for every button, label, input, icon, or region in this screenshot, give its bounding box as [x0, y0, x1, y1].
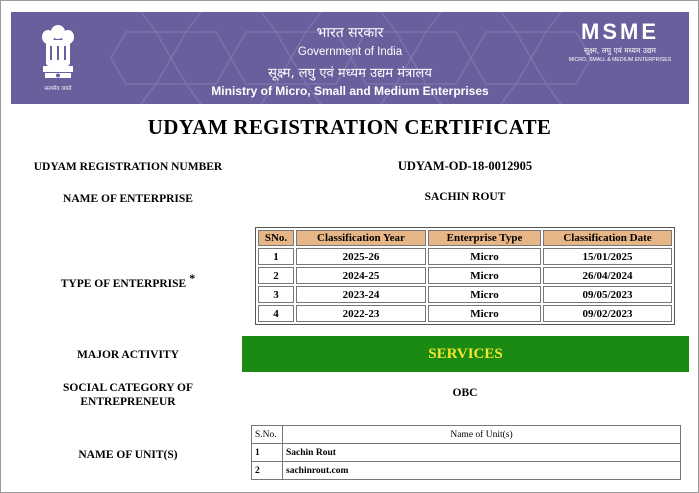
social-category-label-line1: SOCIAL CATEGORY OF [63, 382, 193, 394]
emblem-motto: सत्यमेव जयते [44, 86, 72, 92]
enterprise-type-label-text: TYPE OF ENTERPRISE [60, 277, 187, 290]
sno-cell: 1 [252, 444, 283, 462]
sno-cell: 1 [258, 248, 294, 265]
unit-names-label: NAME OF UNIT(S) [78, 449, 178, 461]
registration-number-label: UDYAM REGISTRATION NUMBER [33, 161, 223, 173]
table-row [258, 305, 672, 322]
col-sno-header: SNo. [258, 230, 294, 246]
year-cell: 2024-25 [296, 267, 426, 284]
col-year-header: Classification Year [296, 230, 426, 246]
type-cell: Micro [428, 248, 541, 265]
social-category-value: OBC [452, 387, 478, 399]
type-cell: Micro [428, 305, 541, 322]
date-cell: 09/02/2023 [543, 305, 672, 322]
enterprise-type-label [14, 271, 242, 291]
enterprise-name-label: NAME OF ENTERPRISE [63, 193, 193, 205]
asterisk-marker: * [189, 271, 196, 285]
social-category-label [14, 381, 242, 409]
year-cell: 2022-23 [296, 305, 426, 322]
col-date-header: Classification Date [543, 230, 672, 246]
units-table [251, 425, 681, 480]
year-cell: 2025-26 [296, 248, 426, 265]
major-activity-label: MAJOR ACTIVITY [77, 349, 179, 361]
year-cell: 2023-24 [296, 286, 426, 303]
government-heading: Government of India [297, 46, 403, 58]
hindi-government-heading: भारत सरकार [316, 25, 384, 41]
table-row [252, 444, 681, 462]
date-cell: 09/05/2023 [543, 286, 672, 303]
msme-logo-text: MSME [581, 19, 659, 44]
sno-cell: 2 [252, 462, 283, 480]
msme-hindi-text: सूक्ष्म, लघु एवं मध्यम उद्यम [583, 46, 657, 55]
msme-english-text: MICRO, SMALL & MEDIUM ENTERPRISES [568, 57, 672, 63]
msme-logo [561, 20, 679, 63]
classification-header-row [258, 230, 672, 246]
government-banner [11, 12, 689, 104]
table-row [258, 286, 672, 303]
date-cell: 15/01/2025 [543, 248, 672, 265]
units-header-row [252, 426, 681, 444]
social-category-label-line2: ENTREPRENEUR [80, 396, 176, 408]
sno-cell: 3 [258, 286, 294, 303]
registration-number-value: UDYAM-OD-18-0012905 [397, 159, 533, 173]
table-row [258, 248, 672, 265]
unit-name-cell: Sachin Rout [283, 444, 681, 462]
col-type-header: Enterprise Type [428, 230, 541, 246]
type-cell: Micro [428, 267, 541, 284]
ministry-heading: Ministry of Micro, Small and Medium Enterprises [211, 84, 489, 98]
enterprise-name-value: SACHIN ROUT [424, 191, 506, 203]
col-sno-header: S.No. [252, 426, 283, 444]
table-row [258, 267, 672, 284]
classification-table [255, 227, 675, 325]
unit-name-cell: sachinrout.com [283, 462, 681, 480]
major-activity-value: SERVICES [242, 336, 689, 372]
table-row [252, 462, 681, 480]
sno-cell: 4 [258, 305, 294, 322]
hindi-ministry-heading: सूक्ष्म, लघु एवं मध्यम उद्यम मंत्रालय [268, 66, 432, 81]
type-cell: Micro [428, 286, 541, 303]
col-unit-name-header: Name of Unit(s) [283, 426, 681, 444]
certificate-title: UDYAM REGISTRATION CERTIFICATE [147, 115, 552, 139]
sno-cell: 2 [258, 267, 294, 284]
date-cell: 26/04/2024 [543, 267, 672, 284]
